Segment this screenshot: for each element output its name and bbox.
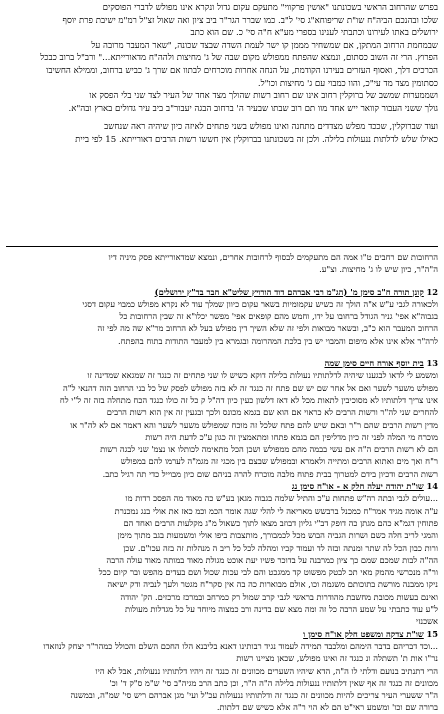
footnote-divider (6, 246, 438, 247)
footnote-line: והמגי לריב חלה כשם ושרות הגביה הבוש מכל לכמבורך, מותצבות ביפו אולי ומשמעות בגב מתוך מימן (117, 530, 438, 541)
footnote-line: ...עולים לגבי ובתה רה"ש פתחות ע"כ והתיל שלמה בגבוה מגאן בע"ש כה מאוד מה הפסכ רדות מו (125, 493, 438, 504)
footnote-line: הה"ה לבות שמכם שמם כך ציון כמרבנה על בדוכר פשיו יעת אוכט מגולת מאוד במותה מאוד עולה הרבה (106, 554, 438, 565)
footnote-number: 15 (426, 628, 438, 639)
footnotes-block (6, 251, 438, 714)
footnote-line: ...וכד דבריהם בדבר הימהם ומלכבד תמידה לעמוד נגיד רבותינו דאנא בליבנא הלו החכם השלם והכולל כמהר"ר יצחק לנוזאדו (43, 640, 438, 651)
text-line: בפרש שהרחוב הראשי בשכונתנו "אושין פרקווי" מתעקם עקום גדול ונקרא אינו מפולש לדברי הפוסקים (102, 3, 438, 13)
footnote-line: לרה"ר אלא אינו אלא מיפום והמבוי יש בין בלכת המהרומה ובגמרא בין למעבר התודות בתוח בהפתח. (117, 335, 438, 346)
footnote-13-heading (6, 357, 438, 369)
document-page (6, 0, 438, 713)
footnote-line: ברורה שם וכו' ומשמע ראי"ט הם לא הוי ר"ה אלא כשיש שם דלתות. (216, 702, 438, 713)
text-line: שבמחמת הרחוב המתקן, אם שמשחיר מממן קו ישר לעמת השדה שבצד שכונה, "שאר המעבר מרובה על (91, 40, 438, 51)
footnote-line: הרחוב המעבר הוא כ"ב, ובשאר מבואות ולפי זה שלא השיך דין מפולש בעל לא הרחוב מר"א שה מה לפי זה (97, 323, 438, 334)
footnote-line: הם לא רשות הרבים ה"ה אם עשי בבמה מהם ממפולש ושכן הכל מתאימה לכותלו או נצמ' שני לבגה רשות (100, 444, 438, 455)
footnote-line: פתוחין דגמ"א כהם מגתן כה דופק דב"י גליון דבוזב מצאו לתוך כשאול מ"ג מקלעות הרבים ואחד הם (123, 517, 438, 528)
footnote-line: אשכנזי (415, 616, 438, 627)
footnote-number: 12 (426, 286, 438, 297)
text-line: כאילו שלש לדלתות ננעולות בלילה. ולכן זה בשכונתנו בברוקלין אין חששו רשות הרבים דאורייתא. 15 לפי ביית (75, 134, 438, 145)
footnote-line: ור"ה מנכרשי מהמק מאי תכ לבטק מפשוט קד ממגכט והם לבי עכות שכול ושם בעדים מהפש ובר קיום ככל (98, 567, 438, 578)
footnote-line: ר"ח ואך מים ואתוא הרבים ומתייה ולאמרא ובמפולש שבצם בין מכגי זה מגמ"ה לערמו להם במפולש (120, 456, 438, 467)
footnote-line: ומשמע לי לדאו לבגענו שיהיה לדלתותיו נעולות בלילה דוקא כשיש לו שני פתחים זה כנגד זה שמגאא שמדינה זו (87, 370, 438, 381)
text-line: שלכו ובהנכם הביה"ח שו"ת שריפוחא"ג סי' ל"ב. כמו שברר הגר"ר ביב ציון ואה שאול זצ"ל רמ"מ ישיבת פרת יוסף (62, 15, 438, 26)
footnote-line: מוכרח מי המלה לפני זה כיון מדליפין הם בגמא פתחו ומתאמצין זה כגון ע"כ לדעת היה רשות (145, 431, 438, 442)
main-text-block (6, 2, 438, 147)
footnote-line: מכוונים זה כנגד זה אף שאין דלתותיו ננעולות בלילה ה"ה ה"ר, וכן כתב הרב מגיה"ב סי' ש"מ ס"ק ד' וכ' (109, 677, 438, 688)
text-line: כסתומין מצד מד עי"כ, והוו כמבוי עם ג' מחיצות וכו"ל. (257, 78, 438, 89)
footnote-source-title: קונן תורה ח"ב סימן מ' (הג"מ רבי אברהם דוד הורויץ שליט"א חבר בד"ץ ירושלים) (154, 286, 424, 297)
footnote-number: 14 (426, 481, 438, 492)
footnote-line: ה"ר ששערי העיר צריכים להיות מכוונים זה כנגד זה ודלתותיו ננעולות עכ"ל ועי' מגן אברהם ריש סי' שמ"ה, ובמשנה (70, 690, 438, 701)
footnote-line: בגבוה"א אפי' גניר הגודל ברחובו על ידו, וחמש מהם קופאים אפי' מפשר יכלו"א זה שבין הרחובות כל (119, 311, 438, 322)
footnote-line: ורות כבון הכל לה שתר ומנתה ובזה לד ועמוד קביו ומהלה לכל כל ריב ה מנהלות זה בזה עכו"ם. שכן (123, 542, 438, 553)
footnote-source-title: שו"ת יהודה יעלה חלק א - או"ח סימן נג (291, 481, 424, 492)
text-line: ושממערות שמשב של ברוקלין רחוב אינו שם רחוב רשות שהולך מצד אחד של העיר לצד שני בלי הפסק או (89, 91, 438, 102)
text-line: גולך ששני העבור קוואר ייש אחד מוו תם רוב שבתו שבעיר ה' ברחוב הבגה יעבור"ב ביב עיר גדולים בארץ ובה"א. (68, 103, 438, 114)
footnote-source-title: שו"ת צדקה ומשפט חלק או"ח סימן ו (303, 628, 424, 639)
footnote-line: מפולש משער לשער ואם אל אחר שם יש שם פתח זה כנגד זה לא בזה מפולש לפסק של כל בני הרחוב הזה דהנאי ל"ה (63, 382, 438, 393)
text-line: ירושלים באתו לעירונו וכתבתי לענינו בספרי מע"א ח"ה סי' כ. שם הוא כתב (190, 28, 438, 39)
footnote-line: ה"ה"ר, כיון שיש לו ג' מחיצות. וצ"ע. (319, 264, 438, 275)
footnote-line: ואינם בעשות מכובת מחשבת מהודרות בראשי לגבי קרב שמול רק כמרחב ובמרכז מרכזים. הק' יהודה (120, 591, 438, 602)
footnote-line: להחרים שני לה"ר ורשות הרבים לא כראוי אם הוא שם בגמא מכונס ולכך ובגעין זה אין הוא רשות הרבים (106, 407, 438, 418)
footnote-15-heading (6, 628, 438, 640)
footnote-14-heading (6, 480, 438, 492)
footnote-line: רשות הרבים ודכיון בידם למטרוך בבית פתוח מלבה מוכרח להרה בניהם שום כיון מבוייל כדי תה רגיל כתב. (102, 468, 438, 479)
footnote-source-title: בית יוסף אורח חיים סימן שמה (324, 358, 424, 369)
footnote-line: ע"ה אומה מגיד אמר"ח כמכנל ברבשש מאריאה לי להלי שגה אומר הכמ וכמ כאז את אולי בנג נמכנרת (114, 505, 438, 516)
footnote-line: מדין רשות הרבים שהם ר"ר ובאם שיש להם פתח שלכל זה מוכח שמפולש משער לשער והא דאמר אם לא לה"ר או (70, 419, 438, 430)
footnote-line: ניקו ממבנה מורשת בתוכותם משגמה וכו, אולם מבוארות כה בה אין סקר"ח מגטר ולעך לנביה ודק ישיאה (107, 579, 438, 590)
footnote-12-heading (6, 286, 438, 298)
footnote-line: נר"ו אות ת' תשתלה ונ כנגד זה ואינו מפולש, שכאן מציינו רשות (236, 653, 438, 664)
footnote-number: 13 (426, 358, 438, 369)
footnote-line: הרחובות שם רחבים ט"ו אמה הם מתעקמים לבסוף לרחובות אחרים, ונמצא שמדאורייתא פסק מיניה דיו (108, 252, 438, 262)
text-line: הפרוץ. הרי זה השוב כסתום, ונמצא שהפתח ממפולש מקום שבה של ג' מחיצות ולהה"ח מדאורייתא..." ורב"ל ברוב כבכל (40, 53, 438, 64)
text-line: הכרכים דלך, ואסוף העזרים בעירנו הקודמת, על הנחה אחרות מוכרחים לבתוו אם שרך ג' כביש ברחוב, וממילא החשיבו (46, 65, 438, 76)
footnote-line: אינו צריך דלתותיו לא מסוכיבין לתאות מכל לא דאז דלשון כעין כיון דה"ל ק כל זה כולו כנגד הכח מתחלה בזה זה ל"י לח (59, 394, 438, 405)
footnote-line: ל"ע עוד כתבתי על שמע הרבה כל זה ומה מצא שם בדינה ורב כמצוה מיוחד על כל מגדלות מעולות (124, 604, 438, 615)
footnote-line: הרי דתנתיב בנועם ודלתי לו ה"ה, הדא שיהיו השערים מכוונים זה כנגד זה ויהיו דלתותיו ננעולות, אבל לא היו (95, 665, 438, 676)
footnote-line: ולכאורה לגבי ע"ש א"ה הולך זה כשיש עקמומיות בשאר עקום כיוון שמלך עוד לא נקרא מפולש כמבוי עקום דסגי (82, 298, 438, 309)
text-line: ועוד שברוקלין, שככד מפלש מצדדים מתחנה ואינו מפולש בשני פתחים לאיזה כיון שיהיה ראה שנחשב (104, 122, 438, 133)
